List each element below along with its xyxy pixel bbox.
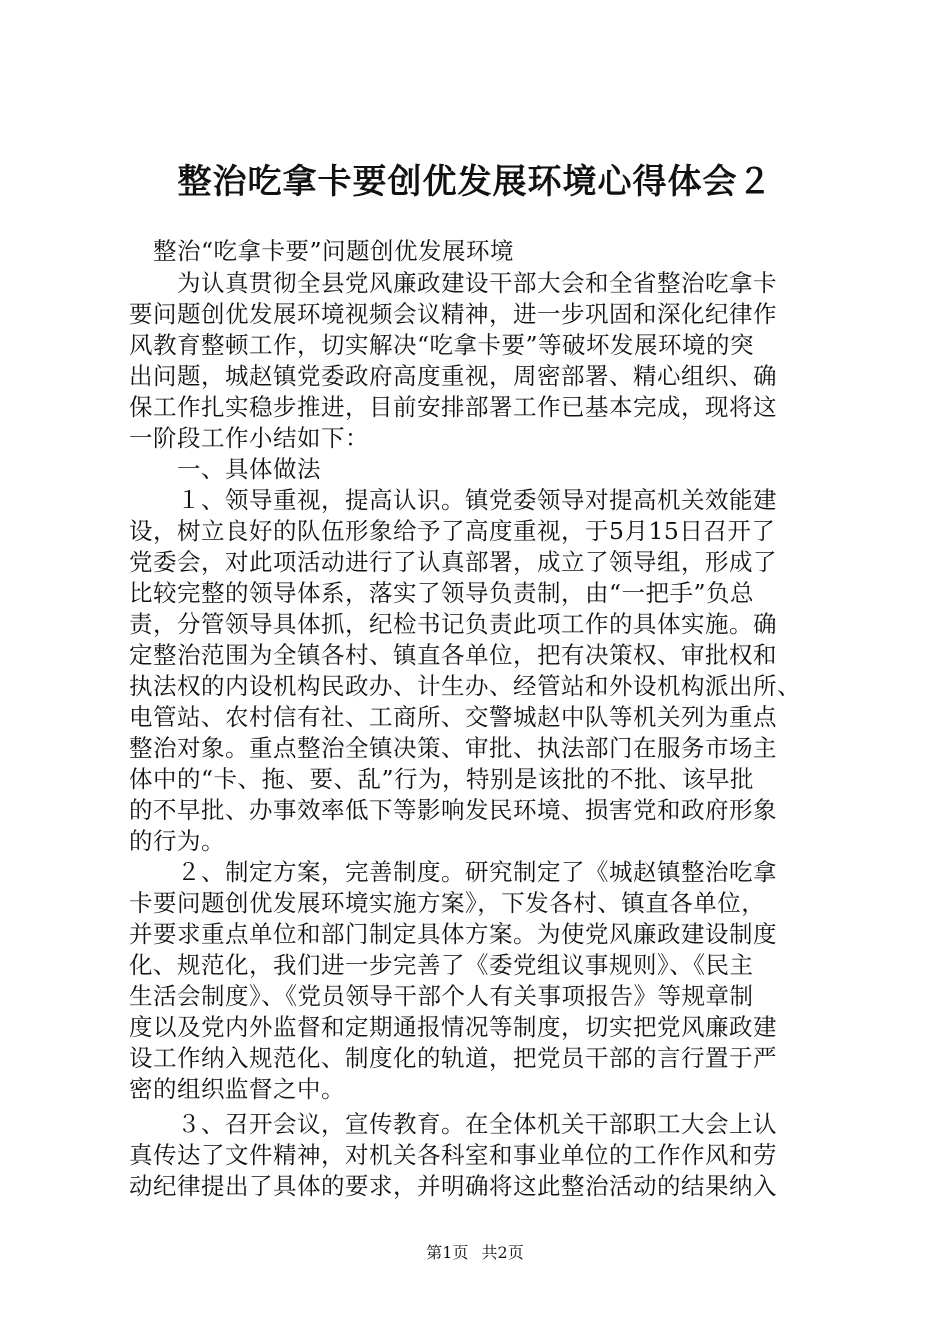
body-line: 党委会，对此项活动进行了认真部署，成立了领导组，形成了 bbox=[129, 548, 777, 576]
body-line: 生活会制度》、《党员领导干部个人有关事项报告》等规章制 bbox=[129, 982, 754, 1010]
body-line: 电管站、农村信有社、工商所、交警城赵中队等机关列为重点 bbox=[129, 703, 777, 731]
body-line: 设，树立良好的队伍形象给予了高度重视，于5月15日召开了 bbox=[129, 517, 776, 545]
body-line: １、领导重视，提高认识。镇党委领导对提高机关效能建 bbox=[129, 486, 777, 514]
body-line: ３、召开会议，宣传教育。在全体机关干部职工大会上认 bbox=[129, 1110, 777, 1138]
body-line: 执法权的内设机构民政办、计生办、经管站和外设机构派出所、 bbox=[129, 672, 801, 700]
body-line: 风教育整顿工作，切实解决“吃拿卡要”等破坏发展环境的突 bbox=[129, 331, 755, 359]
body-line: 一阶段工作小结如下： bbox=[129, 424, 369, 452]
page-footer bbox=[0, 1242, 950, 1264]
page-number: 第1页 bbox=[426, 1243, 469, 1262]
body-line: ２、制定方案，完善制度。研究制定了《城赵镇整治吃拿 bbox=[129, 858, 777, 886]
body-line: 体中的“卡、拖、要、乱”行为，特别是该批的不批、该早批 bbox=[129, 765, 755, 793]
body-line: 责，分管领导具体抓，纪检书记负责此项工作的具体实施。确 bbox=[129, 610, 777, 638]
body-line: 保工作扎实稳步推进，目前安排部署工作已基本完成，现将这 bbox=[129, 393, 777, 421]
page-total: 共2页 bbox=[481, 1243, 524, 1262]
body-line: 为认真贯彻全县党风廉政建设干部大会和全省整治吃拿卡 bbox=[129, 269, 777, 297]
body-line: 的行为。 bbox=[129, 827, 225, 855]
body-line: 卡要问题创优发展环境实施方案》，下发各村、镇直各单位， bbox=[129, 889, 766, 917]
section-heading: 一、具体做法 bbox=[129, 455, 321, 483]
body-line: 整治“吃拿卡要”问题创优发展环境 bbox=[129, 237, 515, 265]
body-line: 真传达了文件精神，对机关各科室和事业单位的工作作风和劳 bbox=[129, 1141, 777, 1169]
body-line: 化、规范化，我们进一步完善了《委党组议事规则》、《民主 bbox=[129, 951, 754, 979]
body-line: 设工作纳入规范化、制度化的轨道，把党员干部的言行置于严 bbox=[129, 1044, 777, 1072]
body-line: 比较完整的领导体系，落实了领导负责制，由“一把手”负总 bbox=[129, 579, 755, 607]
body-line: 并要求重点单位和部门制定具体方案。为使党风廉政建设制度 bbox=[129, 920, 777, 948]
body-line: 的不早批、办事效率低下等影响发民环境、损害党和政府形象 bbox=[129, 796, 777, 824]
body-line: 要问题创优发展环境视频会议精神，进一步巩固和深化纪律作 bbox=[129, 300, 777, 328]
body-line: 动纪律提出了具体的要求，并明确将这此整治活动的结果纳入 bbox=[129, 1172, 777, 1200]
body-line: 定整治范围为全镇各村、镇直各单位，把有决策权、审批权和 bbox=[129, 641, 777, 669]
body-line: 整治对象。重点整治全镇决策、审批、执法部门在服务市场主 bbox=[129, 734, 777, 762]
body-line: 密的组织监督之中。 bbox=[129, 1075, 345, 1103]
body-line: 出问题，城赵镇党委政府高度重视，周密部署、精心组织、确 bbox=[129, 362, 777, 390]
page-title: 整治吃拿卡要创优发展环境心得体会２ bbox=[177, 162, 773, 202]
body-line: 度以及党内外监督和定期通报情况等制度，切实把党风廉政建 bbox=[129, 1013, 777, 1041]
